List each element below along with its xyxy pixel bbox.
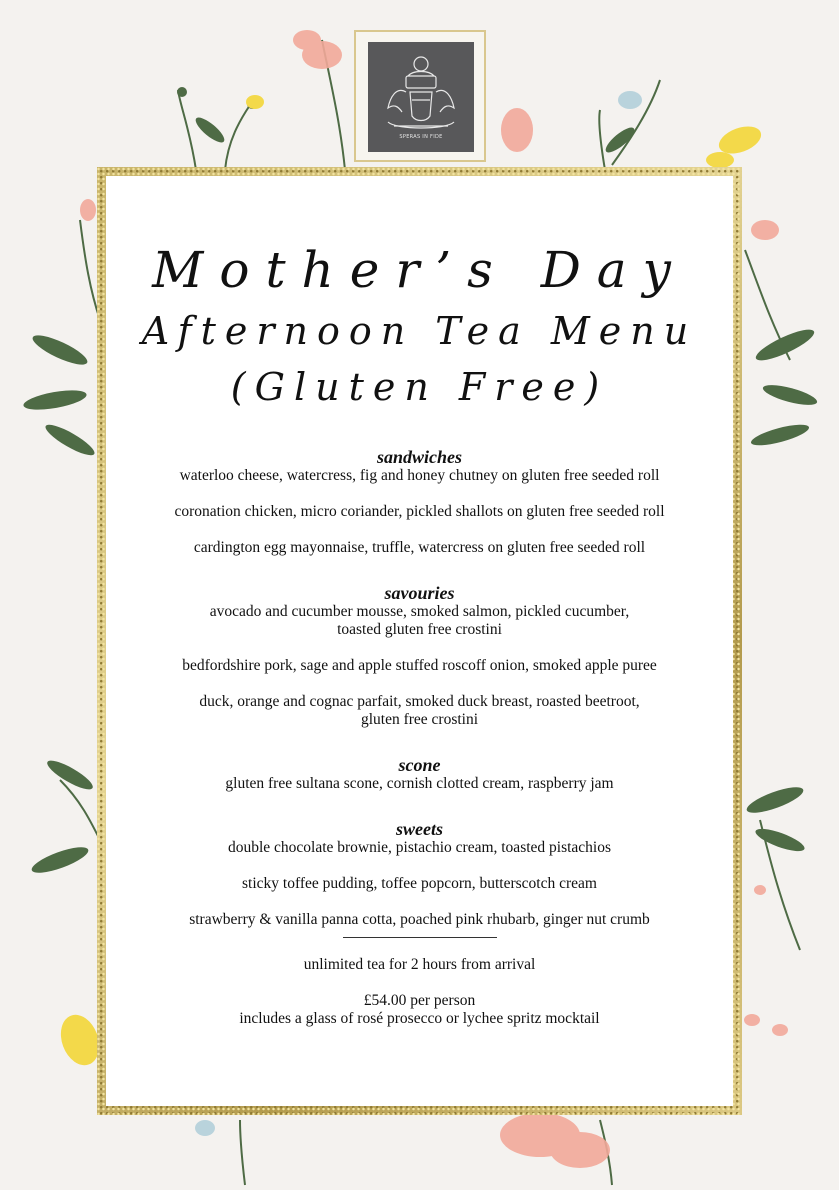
title-line-1: Mother’s Day xyxy=(152,241,687,299)
section-heading: sandwiches xyxy=(376,447,463,467)
section-scone xyxy=(106,755,733,793)
menu-item: cardington egg mayonnaise, truffle, watercress on gluten free seeded roll xyxy=(193,539,646,556)
section-heading: savouries xyxy=(384,583,455,603)
crest-logo xyxy=(368,42,474,152)
menu-item: waterloo cheese, watercress, fig and honey chutney on gluten free seeded roll xyxy=(179,467,660,484)
menu-item: gluten free sultana scone, cornish clotted cream, raspberry jam xyxy=(225,775,614,792)
crest-motto: SPERAS IN FIDE xyxy=(399,134,443,140)
section-heading: scone xyxy=(398,755,441,775)
menu-body xyxy=(106,447,733,1028)
divider xyxy=(343,937,497,938)
menu-item: bedfordshire pork, sage and apple stuffed roscoff onion, smoked apple puree xyxy=(182,657,657,674)
menu-card xyxy=(106,176,733,1106)
section-sandwiches xyxy=(106,447,733,557)
menu-item: strawberry & vanilla panna cotta, poached pink rhubarb, ginger nut crumb xyxy=(189,911,650,928)
menu-item: double chocolate brownie, pistachio cream, toasted pistachios xyxy=(227,839,612,856)
menu-footer xyxy=(106,956,733,1028)
glitter-frame xyxy=(97,167,742,1115)
menu-item: avocado and cucumber mousse, smoked salmon, pickled cucumber, toasted gluten free crostini xyxy=(209,603,630,638)
tea-note: unlimited tea for 2 hours from arrival xyxy=(303,956,536,973)
includes-note: includes a glass of rosé prosecco or lychee spritz mocktail xyxy=(239,1010,600,1027)
section-heading: sweets xyxy=(396,819,443,839)
menu-item: coronation chicken, micro coriander, pickled shallots on gluten free seeded roll xyxy=(174,503,665,520)
menu-item: duck, orange and cognac parfait, smoked duck breast, roasted beetroot, gluten free crostini xyxy=(199,693,640,728)
title-line-3: (Gluten Free) xyxy=(230,365,609,409)
title-line-2: Afternoon Tea Menu xyxy=(141,309,698,353)
crest-logo-frame xyxy=(354,30,486,162)
section-savouries xyxy=(106,583,733,729)
section-sweets xyxy=(106,819,733,929)
price: £54.00 per person xyxy=(363,992,476,1009)
menu-item: sticky toffee pudding, toffee popcorn, butterscotch cream xyxy=(242,875,597,892)
